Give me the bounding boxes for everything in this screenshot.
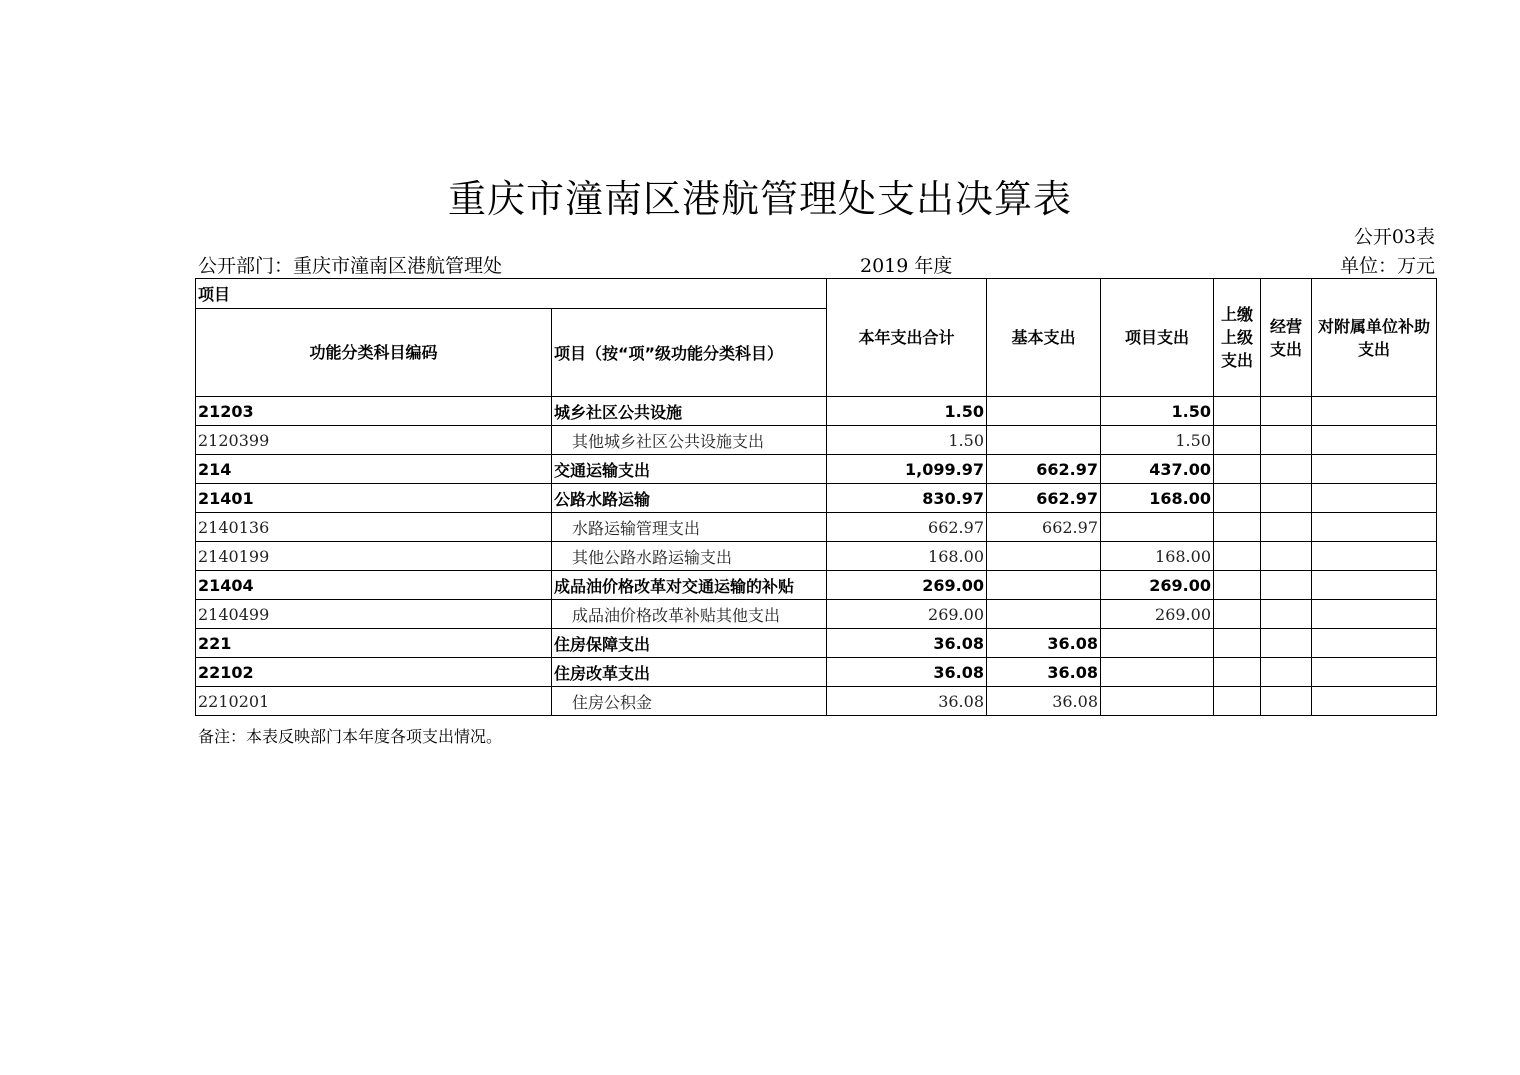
header-code: 功能分类科目编码 — [196, 309, 552, 397]
cell-code: 21203 — [196, 397, 552, 426]
cell-subsidiary — [1312, 687, 1437, 716]
header-project-expense: 项目支出 — [1101, 279, 1214, 397]
cell-code: 2140199 — [196, 542, 552, 571]
cell-code: 221 — [196, 629, 552, 658]
cell-upper — [1214, 513, 1261, 542]
table-row — [196, 658, 1437, 687]
table-row — [196, 542, 1437, 571]
cell-upper — [1214, 455, 1261, 484]
table-row — [196, 571, 1437, 600]
cell-subsidiary — [1312, 629, 1437, 658]
cell-basic: 36.08 — [987, 629, 1101, 658]
cell-subsidiary — [1312, 542, 1437, 571]
header-item: 项目（按“项”级功能分类科目） — [552, 309, 827, 397]
cell-upper — [1214, 542, 1261, 571]
cell-upper — [1214, 658, 1261, 687]
unit-label: 单位：万元 — [1339, 255, 1435, 277]
cell-total: 1.50 — [827, 397, 987, 426]
cell-total: 269.00 — [827, 600, 987, 629]
cell-operating — [1261, 513, 1312, 542]
cell-operating — [1261, 658, 1312, 687]
form-number: 公开03表 — [1353, 226, 1435, 248]
cell-upper — [1214, 600, 1261, 629]
cell-operating — [1261, 629, 1312, 658]
cell-upper — [1214, 629, 1261, 658]
table-row — [196, 426, 1437, 455]
header-basic: 基本支出 — [987, 279, 1101, 397]
cell-item: 其他城乡社区公共设施支出 — [552, 426, 827, 455]
cell-basic: 662.97 — [987, 484, 1101, 513]
cell-total: 168.00 — [827, 542, 987, 571]
table-row — [196, 484, 1437, 513]
cell-code: 2140136 — [196, 513, 552, 542]
cell-basic — [987, 426, 1101, 455]
cell-project: 1.50 — [1101, 426, 1214, 455]
cell-upper — [1214, 397, 1261, 426]
cell-upper — [1214, 687, 1261, 716]
table-row — [196, 455, 1437, 484]
cell-item: 其他公路水路运输支出 — [552, 542, 827, 571]
cell-code: 2120399 — [196, 426, 552, 455]
cell-project: 168.00 — [1101, 484, 1214, 513]
cell-code: 21404 — [196, 571, 552, 600]
table-row — [196, 397, 1437, 426]
header-project: 项目 — [196, 279, 827, 309]
cell-item: 住房改革支出 — [552, 658, 827, 687]
cell-upper — [1214, 484, 1261, 513]
expenditure-table — [195, 278, 1437, 716]
cell-subsidiary — [1312, 658, 1437, 687]
cell-code: 21401 — [196, 484, 552, 513]
cell-basic — [987, 397, 1101, 426]
header-subsidiary: 对附属单位补助支出 — [1312, 279, 1437, 397]
cell-operating — [1261, 484, 1312, 513]
cell-basic — [987, 600, 1101, 629]
cell-basic: 36.08 — [987, 687, 1101, 716]
cell-project: 269.00 — [1101, 571, 1214, 600]
footnote: 备注：本表反映部门本年度各项支出情况。 — [198, 727, 503, 746]
cell-upper — [1214, 426, 1261, 455]
header-total: 本年支出合计 — [827, 279, 987, 397]
cell-code: 22102 — [196, 658, 552, 687]
cell-upper — [1214, 571, 1261, 600]
cell-item: 成品油价格改革补贴其他支出 — [552, 600, 827, 629]
cell-operating — [1261, 426, 1312, 455]
cell-subsidiary — [1312, 455, 1437, 484]
cell-project: 269.00 — [1101, 600, 1214, 629]
cell-total: 36.08 — [827, 629, 987, 658]
page-title: 重庆市潼南区港航管理处支出决算表 — [447, 177, 1072, 221]
cell-total: 36.08 — [827, 658, 987, 687]
cell-item: 交通运输支出 — [552, 455, 827, 484]
cell-code: 2140499 — [196, 600, 552, 629]
department-label: 公开部门：重庆市潼南区港航管理处 — [198, 255, 503, 277]
cell-basic: 662.97 — [987, 455, 1101, 484]
cell-project: 437.00 — [1101, 455, 1214, 484]
cell-project: 1.50 — [1101, 397, 1214, 426]
cell-item: 住房公积金 — [552, 687, 827, 716]
cell-subsidiary — [1312, 484, 1437, 513]
cell-code: 214 — [196, 455, 552, 484]
table-row — [196, 600, 1437, 629]
cell-item: 住房保障支出 — [552, 629, 827, 658]
cell-item: 公路水路运输 — [552, 484, 827, 513]
cell-total: 1.50 — [827, 426, 987, 455]
cell-item: 城乡社区公共设施 — [552, 397, 827, 426]
cell-operating — [1261, 397, 1312, 426]
cell-operating — [1261, 542, 1312, 571]
cell-basic: 662.97 — [987, 513, 1101, 542]
cell-project — [1101, 658, 1214, 687]
cell-project — [1101, 513, 1214, 542]
cell-project — [1101, 687, 1214, 716]
cell-total: 830.97 — [827, 484, 987, 513]
header-operating: 经营支出 — [1261, 279, 1312, 397]
cell-total: 662.97 — [827, 513, 987, 542]
table-row — [196, 687, 1437, 716]
cell-operating — [1261, 600, 1312, 629]
cell-item: 水路运输管理支出 — [552, 513, 827, 542]
cell-total: 1,099.97 — [827, 455, 987, 484]
cell-item: 成品油价格改革对交通运输的补贴 — [552, 571, 827, 600]
cell-subsidiary — [1312, 397, 1437, 426]
cell-basic: 36.08 — [987, 658, 1101, 687]
cell-operating — [1261, 571, 1312, 600]
fiscal-year: 2019 年度 — [860, 255, 953, 277]
cell-subsidiary — [1312, 426, 1437, 455]
cell-basic — [987, 542, 1101, 571]
cell-subsidiary — [1312, 600, 1437, 629]
cell-subsidiary — [1312, 513, 1437, 542]
header-upper-payment: 上缴上级支出 — [1214, 279, 1261, 397]
cell-operating — [1261, 455, 1312, 484]
cell-code: 2210201 — [196, 687, 552, 716]
cell-project: 168.00 — [1101, 542, 1214, 571]
cell-total: 269.00 — [827, 571, 987, 600]
cell-basic — [987, 571, 1101, 600]
cell-operating — [1261, 687, 1312, 716]
table-row — [196, 513, 1437, 542]
cell-project — [1101, 629, 1214, 658]
cell-total: 36.08 — [827, 687, 987, 716]
cell-subsidiary — [1312, 571, 1437, 600]
table-row — [196, 629, 1437, 658]
